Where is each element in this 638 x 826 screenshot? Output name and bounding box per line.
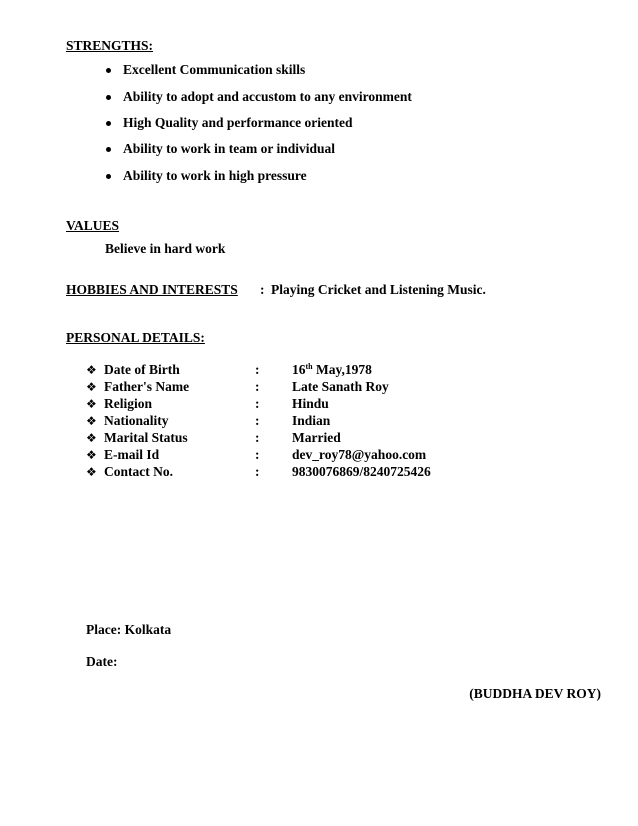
signature-name: (BUDDHA DEV ROY) xyxy=(469,686,601,701)
place-line: Place: Kolkata xyxy=(86,622,172,637)
detail-label: E-mail Id xyxy=(104,447,160,462)
diamond-bullet-icon: ❖ xyxy=(86,380,97,394)
strength-item: Ability to adopt and accustom to any environment xyxy=(123,89,412,104)
detail-value: 16th May,1978 xyxy=(292,362,372,377)
strength-item: Ability to work in team or individual xyxy=(123,141,336,156)
detail-separator: : xyxy=(255,464,260,479)
values-text: Believe in hard work xyxy=(105,241,226,256)
hobbies-heading: HOBBIES AND INTERESTS xyxy=(66,282,238,297)
detail-value: Married xyxy=(292,430,341,445)
detail-value: 9830076869/8240725426 xyxy=(292,464,431,479)
detail-label: Marital Status xyxy=(104,430,188,445)
strength-item: Excellent Communication skills xyxy=(123,62,306,77)
diamond-bullet-icon: ❖ xyxy=(86,465,97,479)
personal-heading: PERSONAL DETAILS: xyxy=(66,330,205,345)
detail-separator: : xyxy=(255,396,260,411)
strength-item: High Quality and performance oriented xyxy=(123,115,353,130)
detail-separator: : xyxy=(255,447,260,462)
diamond-bullet-icon: ❖ xyxy=(86,448,97,462)
bullet-dot-icon xyxy=(106,174,111,179)
diamond-bullet-icon: ❖ xyxy=(86,431,97,445)
detail-value: Late Sanath Roy xyxy=(292,379,389,394)
diamond-bullet-icon: ❖ xyxy=(86,397,97,411)
detail-label: Religion xyxy=(104,396,153,411)
detail-separator: : xyxy=(255,362,260,377)
detail-value: dev_roy78@yahoo.com xyxy=(292,447,427,462)
date-line: Date: xyxy=(86,654,118,669)
bullet-dot-icon xyxy=(106,68,111,73)
detail-label: Date of Birth xyxy=(104,362,180,377)
diamond-bullet-icon: ❖ xyxy=(86,414,97,428)
detail-value: Indian xyxy=(292,413,331,428)
hobbies-text: Playing Cricket and Listening Music. xyxy=(271,282,486,297)
detail-label: Father's Name xyxy=(104,379,190,394)
bullet-dot-icon xyxy=(106,147,111,152)
bullet-dot-icon xyxy=(106,95,111,100)
detail-value: Hindu xyxy=(292,396,329,411)
detail-label: Nationality xyxy=(104,413,169,428)
values-heading: VALUES xyxy=(66,218,120,233)
detail-separator: : xyxy=(255,413,260,428)
detail-separator: : xyxy=(255,430,260,445)
diamond-bullet-icon: ❖ xyxy=(86,363,97,377)
strengths-heading: STRENGTHS: xyxy=(66,38,154,53)
bullet-dot-icon xyxy=(106,121,111,126)
detail-label: Contact No. xyxy=(104,464,173,479)
detail-separator: : xyxy=(255,379,260,394)
hobbies-separator: : xyxy=(260,282,265,297)
strength-item: Ability to work in high pressure xyxy=(123,168,307,183)
